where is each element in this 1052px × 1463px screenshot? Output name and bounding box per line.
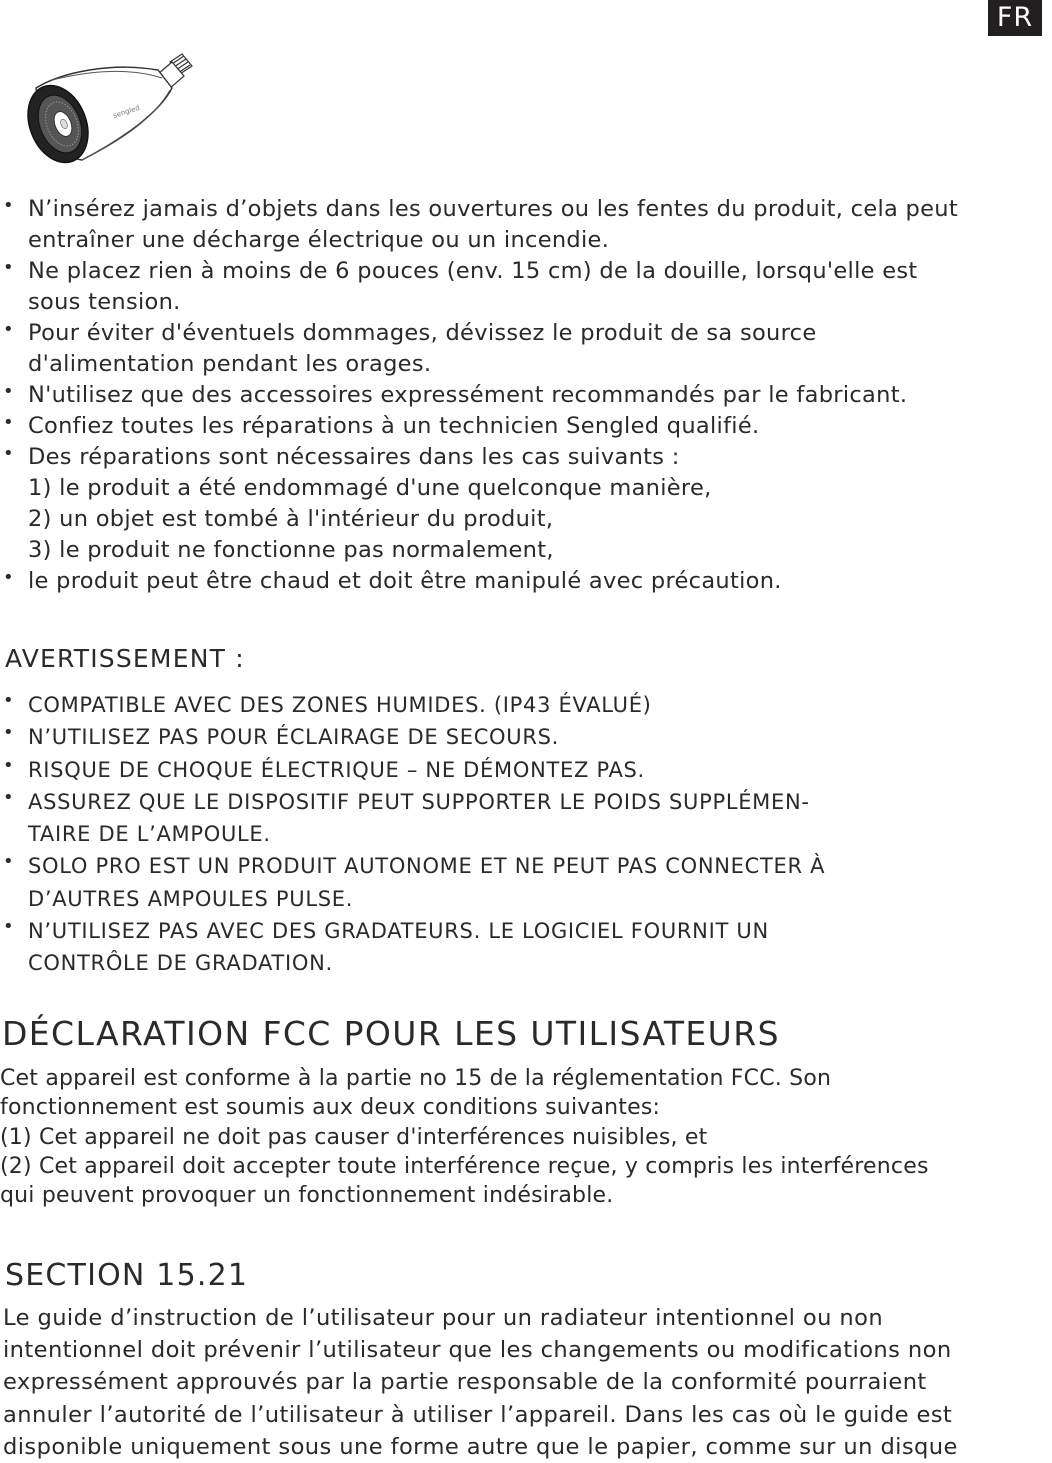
bullet-icon: • bbox=[3, 381, 14, 402]
bullet-icon: • bbox=[3, 567, 14, 588]
fcc-paragraph: Cet appareil est conforme à la partie no 15 de la réglementation FCC. Son fonctionnement est soumis aux deux conditions suivantes: (1) Cet appareil ne doit pas causer d'interférences nuisibles, et (2) Cet appareil doit accepter toute interférence reçue, y compris les interférences qui peuvent provoquer un fonctionnement indésirable. bbox=[0, 1066, 929, 1209]
bullet-icon: • bbox=[3, 195, 14, 216]
bullet-icon: • bbox=[3, 851, 15, 873]
warning-title: AVERTISSEMENT : bbox=[5, 644, 245, 673]
speaker-bulb-illustration bbox=[22, 48, 197, 168]
list-item: • RISQUE DE CHOQUE ÉLECTRIQUE – NE DÉMONTEZ PAS. bbox=[0, 754, 1052, 786]
list-item: • Ne placez rien à moins de 6 pouces (env. 15 cm) de la douille, lorsqu'elle est sous tension. bbox=[0, 256, 1052, 318]
list-item: • Pour éviter d'éventuels dommages, dévissez le produit de sa source d'alimentation pendant les orages. bbox=[0, 318, 1052, 380]
list-item: • Des réparations sont nécessaires dans les cas suivants : 1) le produit a été endommagé d'une quelconque manière, 2) un objet est tombé à l'intérieur du produit, 3) le produit ne fonctionne pas normalement, bbox=[0, 442, 1052, 566]
bulb-brand-label: sengled bbox=[112, 103, 141, 120]
bullet-icon: • bbox=[3, 257, 14, 278]
bullet-icon: • bbox=[3, 722, 15, 744]
list-item: • COMPATIBLE AVEC DES ZONES HUMIDES. (IP43 ÉVALUÉ) bbox=[0, 689, 1052, 721]
bullet-icon: • bbox=[3, 443, 14, 464]
list-item: • N’UTILISEZ PAS AVEC DES GRADATEURS. LE LOGICIEL FOURNIT UN CONTRÔLE DE GRADATION. bbox=[0, 915, 1052, 980]
section-paragraph: Le guide d’instruction de l’utilisateur pour un radiateur intentionnel ou non intentionnel doit prévenir l’utilisateur que les changements ou modifications non expressément approuvés par la partie responsable de la conformité pourraient annuler l’autorité de l’utilisateur à utiliser l’appareil. Dans les cas où le guide est disponible uniquement sous une forme autre que le papier, comme sur un disque bbox=[3, 1305, 958, 1460]
safety-list bbox=[0, 194, 1052, 597]
list-item: • N’UTILISEZ PAS POUR ÉCLAIRAGE DE SECOURS. bbox=[0, 721, 1052, 753]
list-item: • le produit peut être chaud et doit être manipulé avec précaution. bbox=[0, 566, 1052, 597]
section-heading: SECTION 15.21 bbox=[5, 1258, 249, 1293]
bullet-icon: • bbox=[3, 786, 15, 808]
list-item: • N'utilisez que des accessoires expressément recommandés par le fabricant. bbox=[0, 380, 1052, 411]
language-badge: FR bbox=[988, 0, 1042, 36]
list-item: • Confiez toutes les réparations à un technicien Sengled qualifié. bbox=[0, 411, 1052, 442]
bullet-icon: • bbox=[3, 690, 15, 711]
bullet-icon: • bbox=[3, 319, 14, 340]
fcc-heading: DÉCLARATION FCC POUR LES UTILISATEURS bbox=[2, 1014, 780, 1053]
bullet-icon: • bbox=[3, 754, 15, 776]
warning-list bbox=[0, 689, 1052, 980]
list-item: • ASSUREZ QUE LE DISPOSITIF PEUT SUPPORTER LE POIDS SUPPLÉMEN- TAIRE DE L’AMPOULE. bbox=[0, 786, 1052, 851]
list-item: • SOLO PRO EST UN PRODUIT AUTONOME ET NE PEUT PAS CONNECTER À D’AUTRES AMPOULES PULSE. bbox=[0, 850, 1052, 915]
bullet-icon: • bbox=[3, 916, 15, 938]
list-item: • N’insérez jamais d’objets dans les ouvertures ou les fentes du produit, cela peut entraîner une décharge électrique ou un incendie. bbox=[0, 194, 1052, 256]
bullet-icon: • bbox=[3, 412, 14, 433]
